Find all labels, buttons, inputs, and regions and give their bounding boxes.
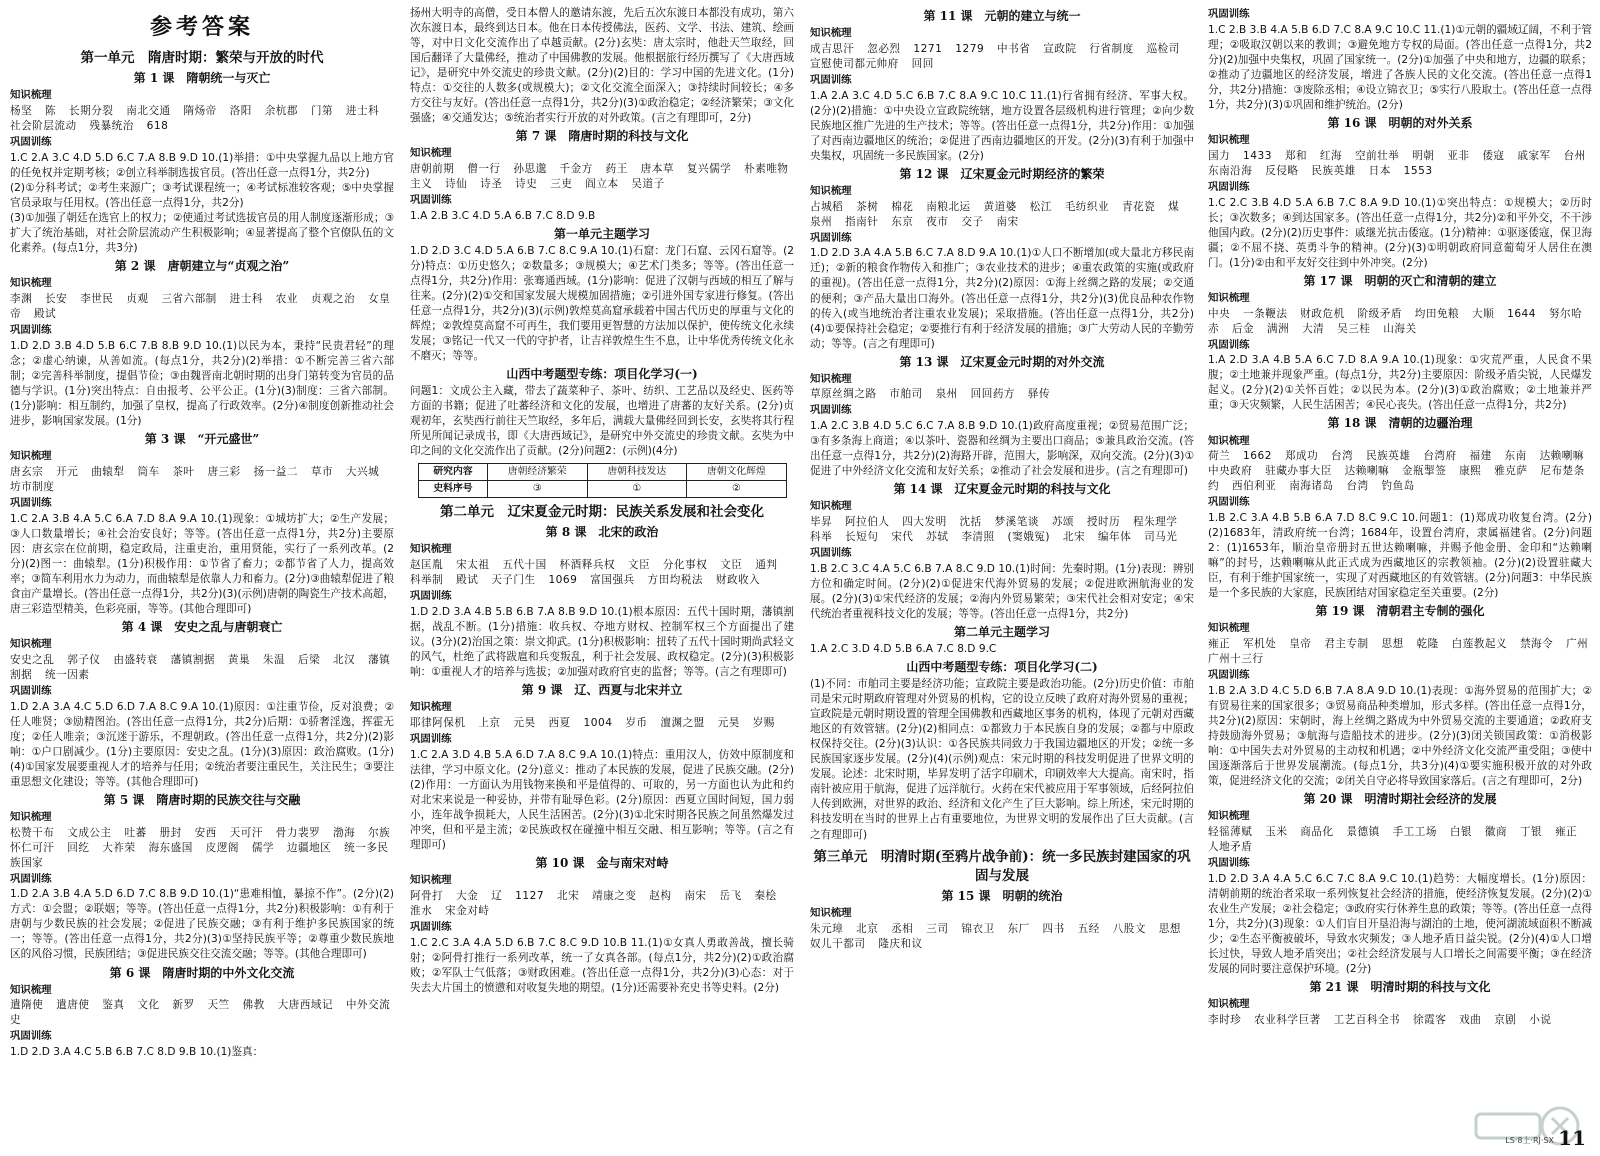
table-cell: ① [587, 481, 687, 498]
answer-paragraph: 1.C 2.A 3.C 4.D 5.D 6.C 7.A 8.B 9.D 10.(1)举措：①中央掌握九品以上地方官的任免权并定期考核；②创立科举制选拔官员。(答出任意一点得1分，共2分) [10, 152, 394, 180]
lesson-heading: 第 15 课 明朝的统治 [941, 888, 1063, 903]
lesson-heading: 第 12 课 辽宋夏金元时期经济的繁荣 [899, 166, 1105, 181]
section-label: 知识梳理 [1208, 291, 1250, 304]
answer-paragraph: 1.C 2.C 3.A 4.A 5.D 6.B 7.C 8.C 9.D 10.B 11.(1)①女真人勇敢善战，擅长骑射；②阿骨打推行一系列改革，统一了女真各部。(每点1分，共2分)(2)①政治腐败；②军队士气低落；③财政困难。(答出任意一点得1分，共2分)(3)心态：对于失去大片国土的愤懑和对收复失地的期望。(1分)还需要补充史书等史料。(2分) [410, 936, 794, 994]
section-label: 知识梳理 [410, 147, 452, 160]
answer-paragraph: 1.C 2.A 3.D 4.B 5.A 6.D 7.A 8.C 9.A 10.(1)特点：重用汉人，仿效中原制度和法律，学习中原文化。(2分)意义：推动了本民族的发展，促进了民族交融。(2分)(2)作用：一方面认为用钱物来换和平是值得的、可取的，另一方面也认为此和约对北宋来说是一种妥协，并带有耻辱色彩。(2分)原因：西夏立国时间短，国力弱小，连年战争损耗大，人民生活困苦。(2分)(3)①北宋时期各民族之间虽然爆发过冲突，但和平是主流；②民族政权在碰撞中相互交融、相互影响；等等。(言之有理即可) [410, 748, 794, 851]
answer-paragraph: 1.B 2.A 3.D 4.C 5.D 6.B 7.A 8.A 9.D 10.(1)表现：①海外贸易的范围扩大；②有贸易往来的国家很多；③贸易商品种类增加，形式多样。(答出任意一点得1分，共2分)(2)原因：宋朝时，海上丝绸之路成为中外贸易交流的主要通道；②政府支持鼓励海外贸易；③航海与造船技术的进步。(2分)(3)闭关锁国政策：①消极影响：①中国失去对外贸易的主动权和机遇；②中外经济文化交流严重受阻；③使中国逐渐落后于世界发展潮流。(每点1分，共3分)(4)①要实施积极开放的对外政策，促进经济文化的交流；②闭关自守必将导致国家落后。(言之有理即可，2分) [1208, 684, 1592, 788]
section-label: 知识梳理 [1208, 998, 1250, 1011]
column-2 [410, 6, 794, 1146]
keyword-list: 国力 1433 郑和 红海 空前壮举 明朝 亚非 倭寇 戚家军 台州 东南沿海 反侵略 民族英雄 日本 1553 [1208, 149, 1586, 177]
lesson-heading: 第 17 课 明朝的灭亡和清朝的建立 [1303, 273, 1497, 288]
column-4 [1208, 6, 1592, 1146]
footer-code: LS·8上·RJ·SX [1505, 1136, 1554, 1145]
section-label: 巩固训练 [1208, 669, 1250, 682]
column-1 [10, 6, 394, 1146]
answer-paragraph: 1.D 2.D 3.A 4.A 5.C 6.C 7.C 8.A 9.C 10.(1)趋势：大幅度增长。(1分)原因：清朝前期的统治者采取一系列恢复社会经济的措施，使经济恢复发展。(2分)(2)①农业生产发展；②社会稳定；③政府实行休养生息的政策；等等。(答出任意一点得1分，共2分)(3)现象：①人们盲目开垦沿海与湖泊的土地，使河湖流域面积不断减少；②生态平衡被破坏，导致水灾频发；③人地矛盾日益尖锐。(2分)(4)①人口增长过快，导致人地矛盾突出；②社会经济发展与人口增长之间需要平衡；③在经济发展的同时要注意保护环境。(2分) [1208, 872, 1592, 975]
keyword-list: 中央 一条鞭法 财政危机 阶级矛盾 均田免粮 大顺 1644 努尔哈赤 后金 满洲 大清 吴三桂 山海关 [1208, 307, 1583, 335]
lesson-heading: 山西中考题型专练：项目化学习(一) [506, 367, 698, 382]
keyword-list: 杨坚 陈 长期分裂 南北交通 隋炀帝 洛阳 余杭郡 门第 进士科 社会阶层流动 残暴统治 618 [10, 105, 380, 133]
answer-paragraph: 1.D 2.D 3.C 4.D 5.A 6.B 7.C 8.C 9.A 10.(1)石窟：龙门石窟、云冈石窟等。(2分)特点：①历史悠久；②数量多；③规模大；④艺术门类多；等等。(答出任意一点得1分，共2分)作用：张骞通西域。(1分)影响：促进了汉朝与西域的相互了解与往来。(2分)(2)①交和国家发展大规模加固措施；②引进外国专家进行修复。(答出任意一点得1分，共2分)(3)(示例)敦煌莫高窟承载着中国古代历史的厚重与文化的辉煌；②敦煌莫高窟不可再生，我们要用更智慧的方法加以保护，使传统文化永续发展；③铭记一代又一代的守护者，让吉祥敦煌生生不息，让中华优秀传统文化永不磨灭；等等。 [410, 244, 794, 363]
keyword-list: 雍正 军机处 皇帝 君主专制 思想 乾隆 白莲教起义 禁海令 广州 广州十三行 [1208, 638, 1589, 666]
lesson-heading: 第 18 课 清朝的边疆治理 [1327, 416, 1473, 431]
answer-paragraph: 1.D 2.D 3.A 4.A 5.B 6.C 7.A 8.D 9.A 10.(1)①人口不断增加(或大量北方移民南迁)；②新的粮食作物传入和推广；③农业技术的进步；④重农政策的实施(或政府的重视)。(答出任意一点得1分，共2分)(2)原因：①海上丝绸之路的发展；②交通的便利；③产品大量出口海外。(答出任意一点得1分，共2分)(3)优良品种农作物的传入(或当地统治者注重农业发展)；采取措施。(答出任意一点得1分，共2分)(4)①要保持社会稳定；②要推行有利于经济发展的措施；③广大劳动人民的辛勤劳动；等等。(言之有理即可) [810, 247, 1194, 350]
answer-paragraph: 问题1：文成公主入藏，带去了蔬菜种子、茶叶、纺织、工艺品以及经史、医药等方面的书籍；促进了吐蕃经济和文化的发展，也增进了唐蕃的友好关系。(2分)贞观初年，玄奘西行前往天竺取经，多年后，满载大量佛经回到长安，玄奘将其行程所见所闻记录成书，即《大唐西域记》，是研究中外交流史的珍贵文献。玄奘为中印之间的文化交流作出了贡献。(2分)问题2：(示例)(4分) [410, 385, 794, 458]
keyword-list: 安史之乱 郭子仪 由盛转衰 藩镇割据 黄巢 朱温 后梁 北汉 藩镇割据 统一因素 [10, 653, 391, 681]
lesson-heading: 第 6 课 隋唐时期的中外文化交流 [109, 965, 295, 980]
keyword-list: 轻徭薄赋 玉米 商品化 景德镇 手工工场 白银 徽商 丁银 雍正 人地矛盾 [1208, 825, 1578, 853]
section-label: 知识梳理 [810, 372, 852, 385]
section-label: 巩固训练 [10, 872, 52, 885]
unit-heading: 第一单元 隋唐时期：繁荣与开放的时代 [80, 50, 324, 67]
answer-paragraph: 1.C 2.B 3.B 4.A 5.B 6.D 7.C 8.A 9.C 10.C 11.(1)①元朝的疆域辽阔，不利于管理；②吸取汉朝以来的教训；③避免地方专权的局面。(答出任意一点得1分，共2分)(2)加强中央集权，巩固了国家统一。(2分)①加强了中央和地方，边疆的联系；②推动了边疆地区的经济发展，增进了各族人民的文化交流。(答出任意一点得1分，共2分)措施：③废除丞相；④设立锦衣卫；⑤实行八股取士。(答出任意一点得1分，共2分)(3)①巩固和维护统治。(2分) [1208, 23, 1592, 111]
section-label: 巩固训练 [1208, 496, 1250, 509]
section-label: 巩固训练 [810, 231, 852, 244]
section-label: 知识梳理 [10, 983, 52, 996]
section-label: 巩固训练 [1208, 338, 1250, 351]
answer-paragraph: 1.B 2.C 3.A 4.B 5.B 6.A 7.D 8.C 9.C 10.问题1：(1)郑成功收复台湾。(2分)(2)1683年，清政府统一台湾；1684年，设置台湾府，隶属福建省。(2分)问题2：(1)1653年，顺治皇帝册封五世达赖喇嘛，并赐予他金册、金印和“达赖喇嘛”的封号，达赖喇嘛从此正式成为西藏地区的宗教领袖。(2分)(2)设置驻藏大臣，有利于维护国家统一，实现了对西藏地区的有效管辖。(2分)问题3：中华民族是一个多民族的大家庭，民族团结对国家稳定至关重要。(2分) [1208, 512, 1592, 600]
lesson-heading: 山西中考题型专练：项目化学习(二) [906, 660, 1098, 675]
keyword-list: 成吉思汗 忽必烈 1271 1279 中书省 宣政院 行省制度 巡检司 宣慰使司都元帅府 回回 [810, 42, 1180, 70]
section-label: 巩固训练 [1208, 8, 1250, 20]
section-label: 巩固训练 [410, 920, 452, 933]
keyword-list: 李时珍 农业科学巨著 工艺百科全书 徐霞客 戏曲 京剧 小说 [1208, 1013, 1552, 1026]
section-label: 知识梳理 [810, 500, 852, 513]
table-cell: 史料序号 [419, 481, 488, 498]
section-label: 巩固训练 [10, 1030, 52, 1043]
lesson-heading: 第 11 课 元朝的建立与统一 [923, 9, 1081, 23]
lesson-heading: 第 20 课 明清时期社会经济的发展 [1303, 792, 1497, 807]
lesson-heading: 第 5 课 隋唐时期的民族交往与交融 [103, 792, 301, 807]
table-cell: 唐朝文化辉煌 [687, 464, 787, 481]
section-label: 巩固训练 [810, 547, 852, 560]
section-label: 巩固训练 [410, 194, 452, 207]
keyword-list: 草原丝绸之路 市舶司 泉州 回回药方 驿传 [810, 388, 1051, 401]
lesson-heading: 第 10 课 金与南宋对峙 [535, 855, 669, 870]
section-label: 巩固训练 [410, 590, 452, 603]
keyword-list: 占城稻 茶树 棉花 南粮北运 黄道婆 松江 毛纺织业 青花瓷 煤 泉州 指南针 东京 夜市 交子 南宋 [810, 200, 1180, 228]
answer-paragraph: 1.A 2.B 3.C 4.D 5.A 6.B 7.C 8.D 9.B [410, 209, 596, 222]
lesson-heading: 第 4 课 安史之乱与唐朝衰亡 [121, 619, 283, 634]
section-label: 巩固训练 [10, 496, 52, 509]
answer-paragraph: 1.D 2.D 3.A 4.C 5.B 6.B 7.C 8.D 9.B 10.(1)鉴真： [10, 1046, 264, 1059]
lesson-heading: 第 19 课 清朝君主专制的强化 [1315, 604, 1485, 619]
answer-paragraph: 1.D 2.D 3.B 4.D 5.B 6.C 7.B 8.B 9.D 10.(1)以民为本，秉持“民贵君轻”的理念；②虚心纳谏，从善如流。(每点1分，共2分)(2)举措：①不断完善三省六部制；②完善科举制度，提倡节俭；③由魏晋南北朝时期的出身门第转变为官员的品德与学识。(1分)突出特点：自由报考、公平公正。(1分)(3)制度：三省六部制。(1分)影响：相互制约，加强了皇权，提高了行政效率。(2分)④制度创新推动社会进步，影响国家发展。(1分) [10, 339, 394, 428]
section-label: 知识梳理 [1208, 622, 1250, 635]
section-label: 知识梳理 [810, 184, 852, 197]
lesson-heading: 第 21 课 明清时期的科技与文化 [1309, 980, 1491, 995]
keyword-list: 毕昇 阿拉伯人 四大发明 沈括 梦溪笔谈 苏颂 授时历 程朱理学 科举 长短句 宋代 苏轼 李清照 (窦娥冤) 北宋 编年体 司马光 [810, 516, 1178, 544]
section-label: 知识梳理 [410, 701, 452, 714]
section-label: 巩固训练 [810, 404, 852, 417]
keyword-list: 唐玄宗 开元 曲辕犁 筒车 茶叶 唐三彩 扬一益二 草市 大兴城 坊市制度 [10, 465, 380, 493]
section-label: 知识梳理 [1208, 434, 1250, 447]
section-label: 巩固训练 [10, 136, 52, 149]
answer-paragraph: (1)不同：市舶司主要是经济功能；宣政院主要是政治功能。(2分)历史价值：市舶司是宋元时期政府管理对外贸易的机构，它的设立反映了政府对海外贸易的重视；宣政院是元朝时期设置的管理全国佛教和西藏地区事务的机构，体现了元朝对西藏地区的有效管辖。(2分)(2)相同点：①都致力于本民族自身的发展；②都与中原政权保持交往。(2分)(3)认识：①各民族共同致力于我国边疆地区的开发；②统一多民族国家逐步发展。(2分)(4)(示例)观点：宋元时期的科技发明促进了世界文明的发展。论述：北宋时期，毕昇发明了活字印刷术，印刷效率大大提高。南宋时，指南针被应用于航海，促进了远洋航行。火药在宋代被应用于军事领域，后经阿拉伯人传到欧洲，对世界的政治、经济和文化产生了巨大影响。综上所述，宋元时期的科技发明在当时的世界上占有重要地位，为世界文明的发展作出了巨大贡献。(言之有理即可) [810, 678, 1194, 841]
lesson-heading: 第二单元主题学习 [953, 625, 1050, 640]
answer-paragraph: 1.A 2.D 3.A 4.B 5.A 6.C 7.D 8.A 9.A 10.(1)现象：①灾荒严重，人民食不果腹；②土地兼并现象严重。(每点1分，共2分)主要原因：阶级矛盾尖锐，人民爆发起义。(2分)(2)①关怀百姓；②以民为本。(2分)(3)①政治腐败；②土地兼并严重；③天灾频繁，人民生活困苦；④民心丧失。(答出任意一点得1分，共2分) [1208, 354, 1592, 412]
answer-paragraph: 1.D 2.A 3.A 4.C 5.D 6.D 7.A 8.C 9.A 10.(1)原因：①注重节俭，反对浪费；②任人唯贤；③励精图治。(答出任意一点得1分，共2分)后期：①骄奢淫逸，挥霍无度；②任人唯亲；③沉迷于游乐，不理朝政。(答出任意一点得1分，共2分)(2)影响：①户口剧减少。(1分)主要原因：安史之乱。(1分)(3)原因：政治腐败。(1分)(4)①国家发展要重视人才的培养与任用；②统治者要注重民生，关注民生；③要注重思想文化建设；等等。(其他合理即可) [10, 700, 394, 788]
lesson-heading: 第 8 课 北宋的政治 [545, 525, 659, 540]
answer-paragraph: 1.B 2.C 3.C 4.A 5.C 6.B 7.A 8.C 9.D 10.(1)时间：先秦时期。(1分)表现：辨别方位和确定时间。(2分)(2)①促进宋代海外贸易的发展；②促进欧洲航海业的发展。(2分)(3)①宋代经济的发展；②海内外贸易繁荣；③宋代社会相对安定；④宋代统治者重视科技文化的发展；等等。(答出任意一点得1分，共2分) [810, 562, 1194, 621]
content-table [418, 463, 787, 498]
answer-paragraph: 1.C 2.A 3.B 4.A 5.C 6.A 7.D 8.A 9.A 10.(1)现象：①城坊扩大；②生产发展；③人口数量增长；④社会治安良好；等等。(答出任意一点得1分，共2分)主要原因：唐玄宗在位前期，稳定政局，注重吏治，重用贤能，实行了一系列改革。(2分)(2)图一：曲辕犁。(1分)积极作用：①节省了畜力；②都节省了人力，提高效率；③简车利用水力为动力，而曲辕犁是依靠人力和畜力。(2分)③曲辕犁促进了粮食亩产量增长。(答出任意一点得1分，共2分)(3)(示例)唐朝的陶瓷生产技术高超，唐三彩造型精美，色彩亮丽，等等。(其他合理即可) [10, 512, 394, 615]
section-label: 知识梳理 [410, 543, 452, 556]
table-cell: ③ [487, 481, 587, 498]
lesson-heading: 第 16 课 明朝的对外关系 [1327, 115, 1473, 130]
section-label: 知识梳理 [10, 810, 52, 823]
page-number: 11 [1558, 1126, 1586, 1150]
lesson-heading: 第 7 课 隋唐时期的科技与文化 [515, 129, 689, 144]
answer-paragraph: 1.A 2.A 3.C 4.D 5.C 6.B 7.C 8.A 9.C 10.C 11.(1)行省拥有经济、军事大权。(2分)(2)措施：①中央设立宣政院统辖，地方设置各层级机构进行管理；②向少数民族地区推广先进的生产技术；等等。(答出任意一点得1分，共2分)作用：①加强了对西南边疆地区的统治；②促进了西南边疆地区的开发。(2分)(3)有利于加强中央集权，巩固统一多民族国家。(2分) [810, 89, 1194, 162]
lesson-heading: 第一单元主题学习 [553, 226, 650, 241]
keyword-list: 耶律阿保机 上京 元昊 西夏 1004 岁币 澶渊之盟 元昊 岁赐 [410, 716, 775, 729]
answer-paragraph: 1.A 2.C 3.B 4.D 5.C 6.C 7.A 8.B 9.D 10.(1)政府高度重视；②贸易范围广泛；③有多条海上商道；④以茶叶、瓷器和丝绸为主要出口商品；⑤兼具政治交流。(答出任意一点得1分，共2分)(2)海路开辟，范围大，影响深，双向交流。(2分)(3)①促进了中外经济文化交流和友好关系；②推动了社会发展和进步。(言之有理即可) [810, 420, 1194, 478]
page-title: 参考答案 [150, 14, 255, 40]
table-row [419, 481, 787, 498]
section-label: 巩固训练 [10, 324, 52, 337]
table-row [419, 464, 787, 481]
answer-paragraph: (2)①分科考试；②考生来源广；③考试课程统一；④考试标准较客观；⑤中央掌握官员录取与任用权。(答出任意一点得1分，共2分) [10, 182, 394, 210]
section-label: 巩固训练 [1208, 180, 1250, 193]
keyword-list: 荷兰 1662 郑成功 台湾 民族英雄 台湾府 福建 东南 达赖喇嘛 中央政府 驻藏办事大臣 达赖喇嘛 金瓶掣签 康熙 雅克萨 尼布楚条约 西伯利亚 南海诸岛 台湾 钓鱼岛 [1208, 450, 1585, 493]
section-label: 知识梳理 [810, 906, 852, 919]
column-3 [810, 6, 1194, 1146]
section-label: 知识梳理 [10, 89, 52, 102]
section-label: 知识梳理 [810, 27, 852, 40]
answer-paragraph: 1.A 2.C 3.D 4.D 5.B 6.A 7.C 8.D 9.C [810, 643, 997, 656]
table-cell: 唐朝科技发达 [587, 464, 687, 481]
keyword-list: 遣隋使 遣唐使 鉴真 文化 新罗 天竺 佛教 大唐西域记 中外交流史 [10, 999, 391, 1027]
answer-paragraph: 扬州大明寺的高僧，受日本僧人的邀请东渡，先后五次东渡日本都没有成功，第六次东渡日本，最终到达日本。他在日本传授佛法，医药、文学、书法、建筑、绘画等，对中日文化交流作出了卓越贡献。(2分)玄奘：唐太宗时，他赴天竺取经，回国后翻译了大量佛经，推动了中国佛教的发展。他根据旅行经历撰写了《大唐西域记》，是研究中外交流史的珍贵文献。(2分)(2)目的：学习中国的先进文化。(1分)特点：①交往的人数多(或规模大)；②文化交流全面深入；③持续时间较长；④多方交往与友好。(答出任意一点得1分，共2分)(3)①政治稳定；②经济繁荣；③文化强盛；④交通发达；⑤统治者实行开放的对外政策。(言之有理即可，2分) [410, 7, 794, 125]
answer-paragraph: (3)①加强了朝廷在选官上的权力；②使通过考试选拔官员的用人制度逐渐形成；③扩大了统治基础，对社会阶层流动产生积极影响；④显著提高了整个官僚队伍的文化素养。(每点1分，共3分) [10, 212, 394, 255]
answer-paragraph: 1.D 2.A 3.B 4.A 5.D 6.D 7.C 8.B 9.D 10.(1)“患难相恤，暴掠不作”。(2分)(2)方式：①会盟；②联姻；等等。(答出任意一点得1分，共2分)积极影响：①有利于唐朝与少数民族的社会发展；②促进了民族交融；③有利于维护多民族国家的统一；等等。(答出任意一点得1分，共2分)(3)①坚持民族平等；②尊重少数民族地区的风俗习惯，民族团结；③促进民族交往交流交融；等等。(其他合理即可) [10, 888, 394, 961]
keyword-list: 唐朝前期 僧一行 孙思邈 千金方 药王 唐本草 复兴儒学 朴素唯物主义 诗仙 诗圣 诗史 三吏 阎立本 吴道子 [410, 163, 789, 191]
keyword-list: 赵匡胤 宋太祖 五代十国 杯酒释兵权 文臣 分化事权 文臣 通判 科举制 殿试 天子门生 1069 富国强兵 方田均税法 财政收入 [410, 559, 778, 587]
section-label: 巩固训练 [810, 73, 852, 86]
section-label: 知识梳理 [10, 277, 52, 290]
lesson-heading: 第 13 课 辽宋夏金元时期的对外交流 [899, 354, 1105, 369]
lesson-heading: 第 9 课 辽、西夏与北宋并立 [521, 683, 683, 698]
keyword-list: 阿骨打 大金 辽 1127 北宋 靖康之变 赵构 南宋 岳飞 秦桧 淮水 宋金对峙 [410, 889, 777, 917]
section-label: 知识梳理 [410, 873, 452, 886]
table-cell: 唐朝经济繁荣 [487, 464, 587, 481]
answer-paragraph: 1.D 2.D 3.A 4.B 5.B 6.B 7.A 8.B 9.D 10.(1)根本原因：五代十国时期，藩镇割据，战乱不断。(1分)措施：收兵权、夺地方财权、控制军权三个方面提出了建议。(3分)(2)治国之策：崇文抑武。(1分)积极影响：扭转了五代十国时期尚武轻文的风气，杜绝了武将跋扈和兵变叛乱，利于社会发展、政权稳定。(2分)(3)积极影响：①重视人才的培养与选拔；②加强对政府官吏的监督；等等。(言之有理即可) [410, 605, 794, 679]
section-label: 知识梳理 [10, 637, 52, 650]
section-label: 巩固训练 [1208, 857, 1250, 870]
section-label: 知识梳理 [10, 450, 52, 463]
unit-heading: 第二单元 辽宋夏金元时期：民族关系发展和社会变化 [440, 504, 764, 521]
unit-heading: 第三单元 明清时期(至鸦片战争前)：统一多民族封建国家的巩固与发展 [813, 848, 1191, 884]
keyword-list: 李渊 长安 李世民 贞观 三省六部制 进士科 农业 贞观之治 女皇帝 殿试 [10, 293, 391, 321]
lesson-heading: 第 3 课 “开元盛世” [144, 432, 260, 447]
section-label: 知识梳理 [1208, 133, 1250, 146]
lesson-heading: 第 2 课 唐朝建立与“贞观之治” [114, 259, 290, 274]
keyword-list: 朱元璋 北京 丞相 三司 锦衣卫 东厂 四书 五经 八股文 思想 奴儿干都司 隆庆和议 [810, 922, 1181, 950]
lesson-heading: 第 1 课 隋朝统一与灭亡 [133, 71, 271, 86]
lesson-heading: 第 14 课 辽宋夏金元时期的科技与文化 [893, 482, 1111, 497]
keyword-list: 松赞干布 文成公主 吐蕃 册封 安西 天可汗 骨力裴罗 渤海 尔族 怀仁可汗 回纥 大祚荣 海东盛国 皮逻阁 儒学 边疆地区 统一多民族国家 [10, 826, 391, 869]
section-label: 巩固训练 [410, 732, 452, 745]
table-cell: ② [687, 481, 787, 498]
section-label: 巩固训练 [10, 684, 52, 697]
table-cell: 研究内容 [419, 464, 488, 481]
answer-paragraph: 1.C 2.C 3.B 4.D 5.A 6.B 7.C 8.A 9.D 10.(1)①突出特点：①规模大；②历时长；③次数多；④到达国家多。(答出任意一点得1分，共2分)②和平外交，不干涉他国内政。(2分)(2)历史事件：戚继光抗击倭寇。(1分)精神：①驱逐倭寇，保卫海疆；②不屈不挠、英勇斗争的精神。(2分)(3)①明朝政府同意葡萄牙人居住在澳门。(1分)②由和平友好交往到中外冲突。(2分) [1208, 196, 1592, 269]
section-label: 知识梳理 [1208, 810, 1250, 823]
